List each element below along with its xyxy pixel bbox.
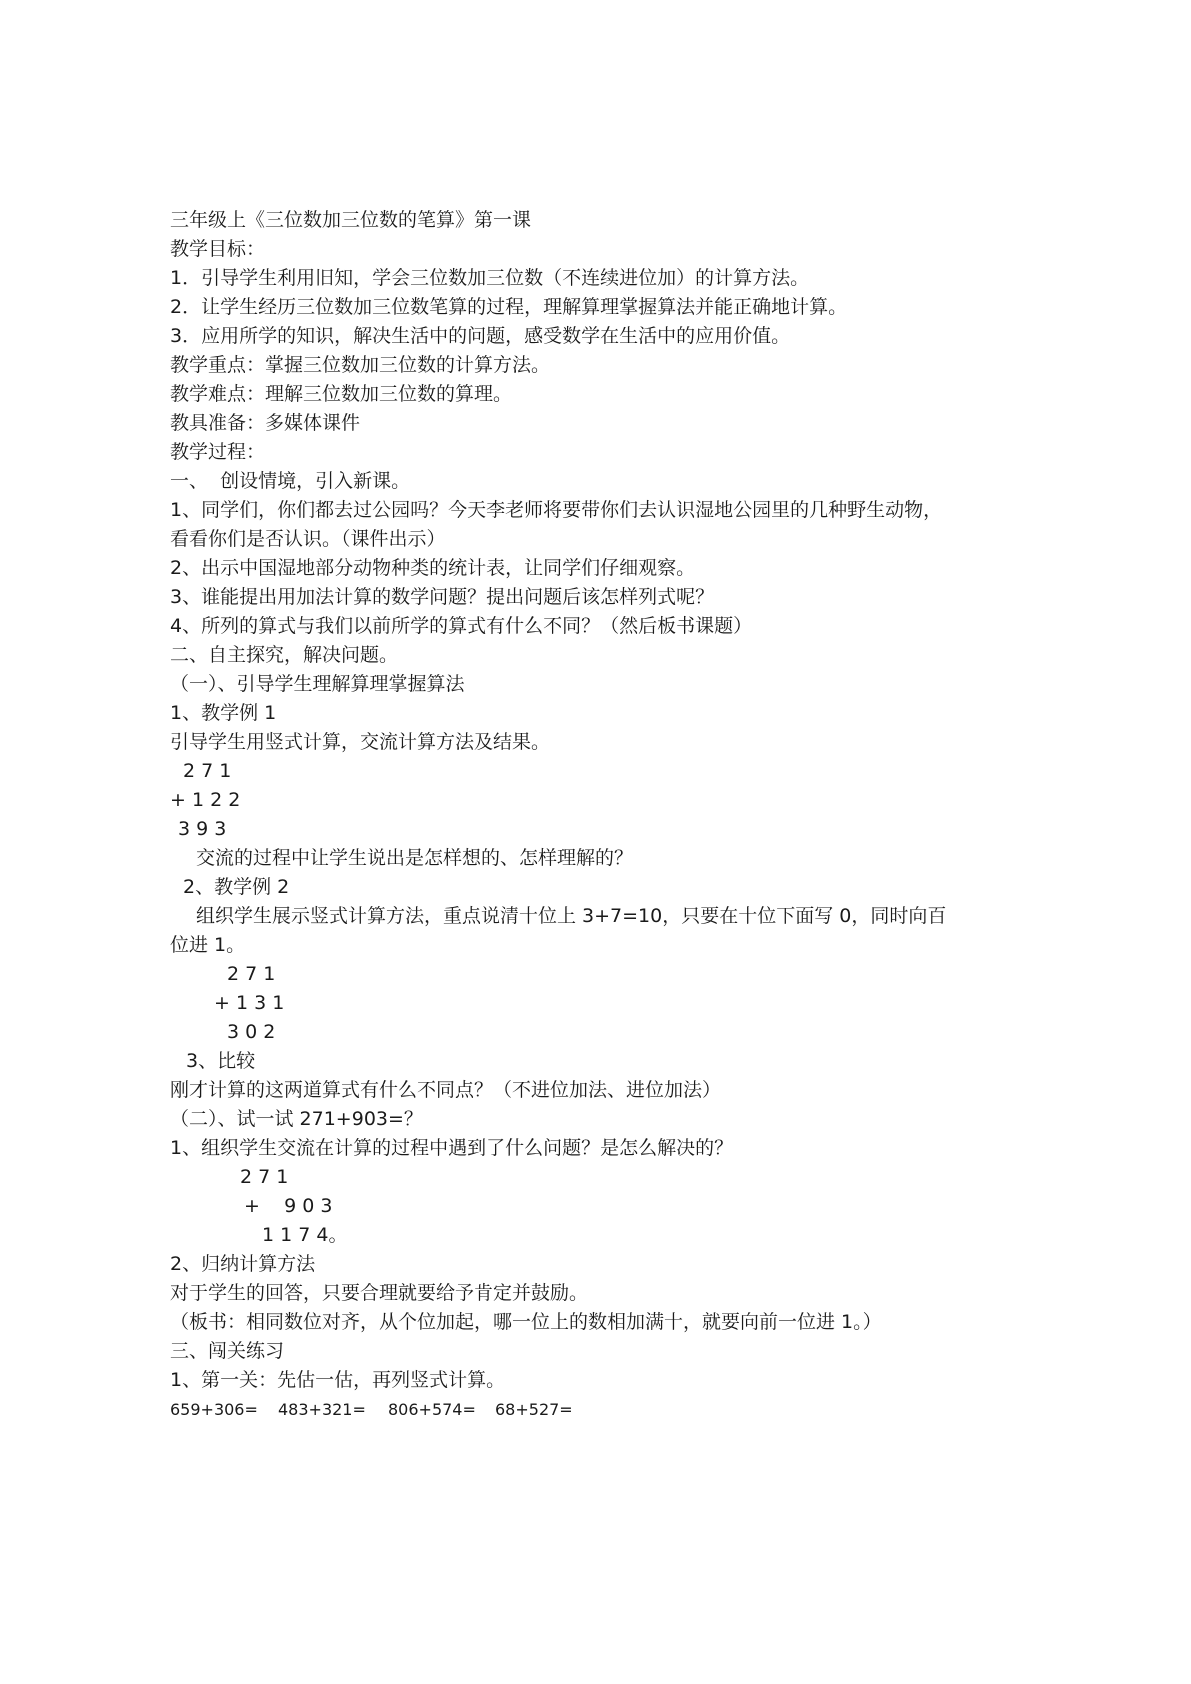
example-2-title: 2、教学例 2 <box>183 876 290 898</box>
key-point: 教学重点：掌握三位数加三位数的计算方法。 <box>170 354 551 376</box>
objective-2: 2．让学生经历三位数加三位数笔算的过程，理解算理掌握算法并能正确地计算。 <box>170 296 848 318</box>
example-1-note: 交流的过程中让学生说出是怎样想的、怎样理解的？ <box>196 847 634 869</box>
example-2-addend-2: + 1 3 1 <box>214 992 285 1014</box>
section-3-item-1: 1、第一关：先估一估，再列竖式计算。 <box>170 1369 506 1391</box>
example-1-addend-2: + 1 2 2 <box>170 789 241 811</box>
objectives-heading: 教学目标： <box>170 238 266 260</box>
objective-1: 1．引导学生利用旧知，学会三位数加三位数（不连续进位加）的计算方法。 <box>170 267 810 289</box>
try-item-1: 1、组织学生交流在计算的过程中遇到了什么问题？是怎么解决的？ <box>170 1137 734 1159</box>
difficulty: 教学难点：理解三位数加三位数的算理。 <box>170 383 513 405</box>
try-sum: 1 1 7 4。 <box>262 1224 348 1246</box>
process-heading: 教学过程： <box>170 441 266 463</box>
section-1-item-4: 4、所列的算式与我们以前所学的算式有什么不同？（然后板书课题） <box>170 615 753 637</box>
section-1-item-2: 2、出示中国湿地部分动物种类的统计表，让同学们仔细观察。 <box>170 557 696 579</box>
try-addend-2: + 9 0 3 <box>244 1195 333 1217</box>
section-1-item-1a: 1、同学们，你们都去过公园吗？今天李老师将要带你们去认识湿地公园里的几种野生动物， <box>170 499 943 521</box>
example-1-desc: 引导学生用竖式计算，交流计算方法及结果。 <box>170 731 551 753</box>
section-2-sub-1: （一）、引导学生理解算理掌握算法 <box>170 673 465 695</box>
try-item-2-desc: 对于学生的回答，只要合理就要给予肯定并鼓励。 <box>170 1282 589 1304</box>
board-note: （板书：相同数位对齐，从个位加起，哪一位上的数相加满十，就要向前一位进 1。） <box>170 1311 882 1333</box>
example-1-sum: 3 9 3 <box>178 818 227 840</box>
example-2-sum: 3 0 2 <box>227 1021 276 1043</box>
compare-desc: 刚才计算的这两道算式有什么不同点？（不进位加法、进位加法） <box>170 1079 722 1101</box>
objective-3: 3．应用所学的知识，解决生活中的问题，感受数学在生活中的应用价值。 <box>170 325 791 347</box>
exercise-4: 68+527= <box>495 1400 573 1419</box>
section-1-item-3: 3、谁能提出用加法计算的数学问题？提出问题后该怎样列式呢？ <box>170 586 715 608</box>
example-2-desc-a: 组织学生展示竖式计算方法，重点说清十位上 3+7=10，只要在十位下面写 0，同时向百 <box>196 905 947 927</box>
section-1-item-1b: 看看你们是否认识。（课件出示） <box>170 528 446 550</box>
try-addend-1: 2 7 1 <box>240 1166 289 1188</box>
example-1-addend-1: 2 7 1 <box>183 760 232 782</box>
section-2-sub-2: （二）、试一试 271+903=？ <box>170 1108 423 1130</box>
section-1-heading: 一、 创设情境，引入新课。 <box>170 470 411 492</box>
try-item-2: 2、归纳计算方法 <box>170 1253 316 1275</box>
exercise-3: 806+574= <box>388 1400 476 1419</box>
document-title: 三年级上《三位数加三位数的笔算》第一课 <box>170 209 532 231</box>
exercise-2: 483+321= <box>278 1400 366 1419</box>
materials: 教具准备：多媒体课件 <box>170 412 361 434</box>
example-2-desc-b: 位进 1。 <box>170 934 246 956</box>
exercise-1: 659+306= <box>170 1400 258 1419</box>
section-3-heading: 三、闯关练习 <box>170 1340 285 1362</box>
example-1-title: 1、教学例 1 <box>170 702 277 724</box>
compare-title: 3、比较 <box>186 1050 256 1072</box>
section-2-heading: 二、自主探究，解决问题。 <box>170 644 399 666</box>
example-2-addend-1: 2 7 1 <box>227 963 276 985</box>
